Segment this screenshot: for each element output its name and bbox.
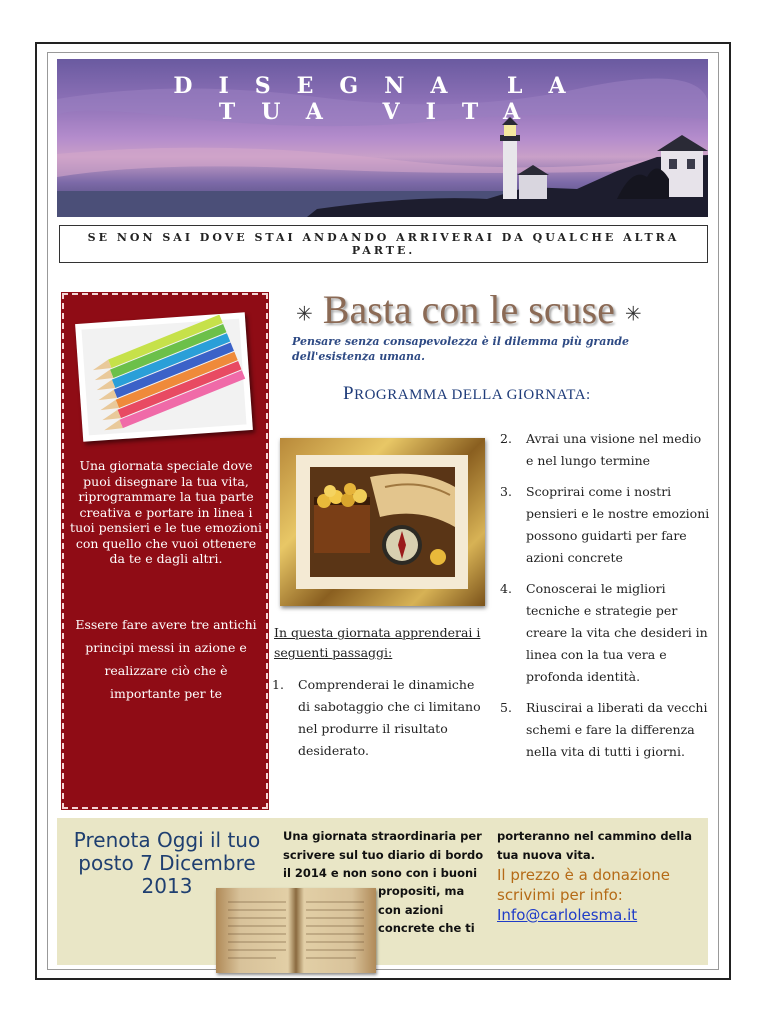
step-text: Conoscerai le migliori tecniche e strategie per creare la vita che desideri in linea con la tua vera e profonda identità.: [526, 581, 708, 684]
banner-image: [57, 59, 708, 217]
booking-title: Prenota Oggi il tuo posto 7 Dicembre 2013: [73, 828, 261, 898]
step-number: 1.: [272, 677, 284, 692]
subheadline: Pensare senza consapevolezza è il dilemma più grande dell'esistenza umana.: [292, 335, 630, 363]
banner-title-line-2: TUA VITA: [218, 99, 547, 125]
steps-list-right: [500, 428, 712, 772]
step-text: Avrai una visione nel medio e nel lungo termine: [526, 431, 702, 468]
learn-heading: In questa giornata apprenderai i seguenti passaggi:: [274, 625, 481, 660]
step-number: 5.: [500, 700, 512, 715]
steps-list-left: [272, 674, 482, 771]
list-item: [500, 481, 712, 569]
banner-title-line-1: DISEGNA LA: [173, 73, 592, 99]
headline: [296, 286, 696, 333]
program-heading: [343, 383, 591, 405]
asterisk-icon: ✳: [296, 303, 313, 326]
step-number: 3.: [500, 484, 512, 499]
booking-text-c: porteranno nel cammino della tua nuova vita.: [497, 829, 692, 862]
step-text: Riuscirai a liberati da vecchi schemi e fare la differenza nella vita di tutti i giorni.: [526, 700, 708, 759]
banner-title: [57, 73, 708, 125]
headline-text: Basta con le scuse: [322, 287, 615, 332]
tagline: SE NON SAI DOVE STAI ANDANDO ARRIVERAI DA QUALCHE ALTRA PARTE.: [59, 225, 708, 263]
step-number: 2.: [500, 431, 512, 446]
price-info: Il prezzo è a donazione scrivimi per info:: [497, 866, 670, 904]
old-book-image: [216, 888, 376, 973]
sidebar-description: Una giornata speciale dove puoi disegnare la tua vita, riprogrammare la tua parte creativa e portare in linea i tuoi pensieri e le tue emozioni con quello che vuoi ottenere da te e dagli altri.: [70, 458, 262, 566]
colored-pencils-image: [75, 312, 253, 442]
asterisk-icon: ✳: [624, 303, 642, 326]
booking-text-b: propositi, ma con azioni concrete che ti: [378, 884, 475, 935]
program-heading-text: ROGRAMMA DELLA GIORNATA:: [354, 387, 591, 403]
list-item: [500, 697, 712, 763]
list-item: [272, 674, 482, 762]
step-text: Scoprirai come i nostri pensieri e le nostre emozioni possono guidarti per fare azioni concrete: [526, 484, 710, 565]
program-heading-initial: P: [343, 383, 355, 404]
step-text: Comprenderai le dinamiche di sabotaggio che ci limitano nel produrre il risultato desiderato.: [298, 677, 481, 758]
pencils-icon: [75, 312, 253, 442]
treasure-icon: [310, 467, 455, 577]
open-book-icon: [216, 888, 376, 973]
booking-text-a: Una giornata straordinaria per scrivere sul tuo diario di bordo il 2014 e non sono con i buoni: [283, 829, 484, 880]
step-number: 4.: [500, 581, 512, 596]
treasure-chest-image: [310, 467, 455, 577]
sidebar-principles: Essere fare avere tre antichi principi messi in azione e realizzare ciò che è importante per te: [75, 617, 257, 701]
list-item: [500, 578, 712, 688]
email-link[interactable]: Info@carlolesma.it: [497, 906, 638, 924]
list-item: [500, 428, 712, 472]
